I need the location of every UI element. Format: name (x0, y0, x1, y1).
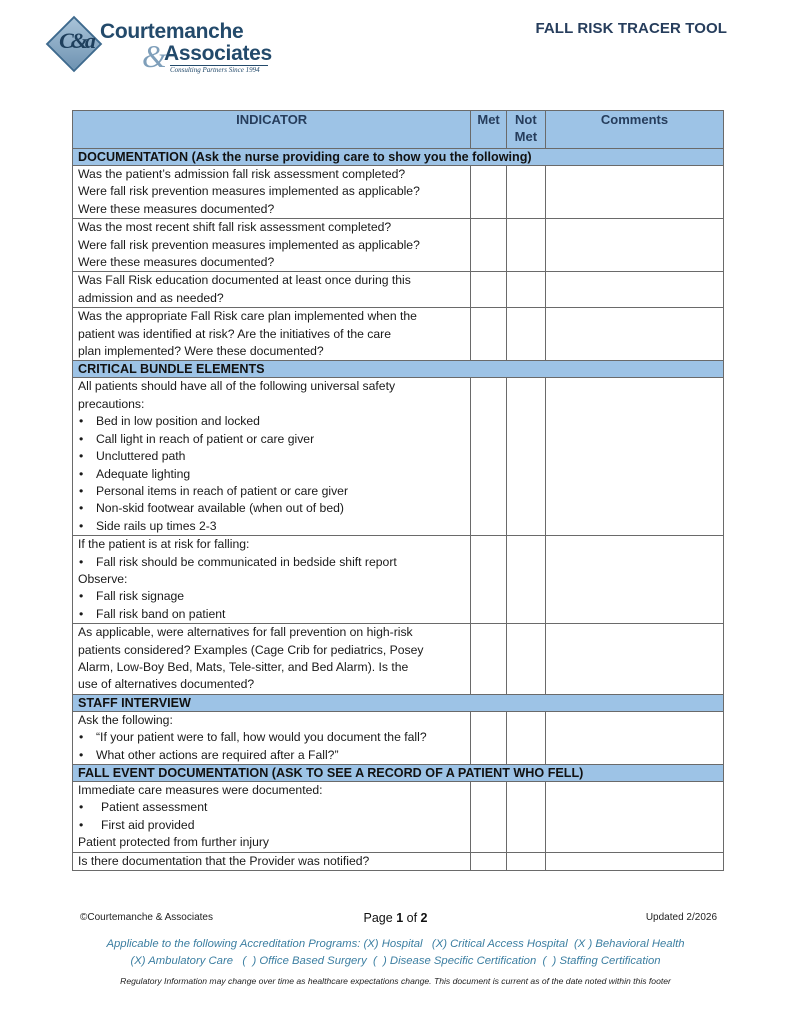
met-cell[interactable] (471, 166, 506, 219)
updated-date: Updated 2/2026 (645, 912, 717, 923)
section-row-documentation (73, 149, 724, 166)
page-of: of (403, 911, 421, 925)
bullet-item: • Non-skid footwear available (when out of bed) (78, 500, 465, 517)
section-row-fall-event-documentation (73, 765, 724, 782)
company-logo (50, 18, 280, 74)
bullet-item: • What other actions are required after a Fall?” (78, 747, 445, 764)
comments-cell[interactable] (545, 624, 723, 695)
bullet-item: • Adequate lighting (78, 466, 465, 483)
page-prefix: Page (363, 911, 397, 925)
comments-cell[interactable] (545, 536, 723, 624)
copyright-text: ©Courtemanche & Associates (80, 912, 213, 923)
indicator-text: Patient protected from further injury (78, 835, 270, 850)
logo-tagline: Consulting Partners Since 1994 (170, 65, 268, 74)
tracer-table (72, 110, 724, 871)
indicator-text: Was Fall Risk education documented at least once during this (78, 273, 411, 288)
indicator-text: use of alternatives documented? (78, 677, 255, 692)
section-title: STAFF INTERVIEW (73, 694, 724, 711)
section-title: CRITICAL BUNDLE ELEMENTS (73, 361, 724, 378)
comments-cell[interactable] (545, 308, 723, 361)
not-met-line2: Met (514, 129, 538, 144)
table-row (73, 219, 724, 272)
indicator-text: Were these measures documented? (78, 255, 275, 270)
bullet-item: • Personal items in reach of patient or care giver (78, 483, 465, 500)
bullet-list (78, 554, 465, 571)
page-total: 2 (420, 911, 428, 925)
met-cell[interactable] (471, 308, 506, 361)
indicator-cell (73, 308, 471, 361)
bullet-item: • Uncluttered path (78, 448, 465, 465)
indicator-cell (73, 536, 471, 624)
not-met-cell[interactable] (506, 272, 545, 308)
table-row (73, 378, 724, 536)
indicator-text: precautions: (78, 396, 145, 411)
column-header-comments: Comments (545, 111, 723, 149)
table-row (73, 711, 724, 764)
table-row (73, 308, 724, 361)
met-cell[interactable] (471, 378, 506, 536)
indicator-text: Were fall risk prevention measures implemented as applicable? (78, 184, 420, 199)
indicator-cell (73, 272, 471, 308)
section-title: FALL EVENT DOCUMENTATION (ASK TO SEE A RECORD OF A PATIENT WHO FELL) (73, 765, 724, 782)
comments-cell[interactable] (545, 272, 723, 308)
comments-cell[interactable] (545, 166, 723, 219)
logo-name-line1: Courtemanche (100, 20, 244, 43)
indicator-cell (73, 166, 471, 219)
bullet-item: • Fall risk band on patient (78, 606, 465, 623)
bullet-item: • “If your patient were to fall, how would you document the fall? (78, 729, 445, 746)
bullet-list (78, 729, 465, 764)
not-met-cell[interactable] (506, 219, 545, 272)
bullet-item: • Bed in low position and locked (78, 413, 465, 430)
table-row (73, 272, 724, 308)
table-row (73, 852, 724, 870)
indicator-text: Is there documentation that the Provider was notified? (78, 853, 370, 868)
not-met-cell[interactable] (506, 852, 545, 870)
indicator-text: If the patient is at risk for falling: (78, 537, 250, 552)
indicator-text: Were fall risk prevention measures implemented as applicable? (78, 237, 420, 252)
bullet-item: • Patient assessment (78, 799, 465, 816)
accreditation-line: Applicable to the following Accreditation Programs: (X) Hospital (X) Critical Access Hospital (X ) Behavioral Health (106, 938, 685, 950)
not-met-cell[interactable] (506, 536, 545, 624)
indicator-cell (73, 711, 471, 764)
bullet-item: • Call light in reach of patient or care giver (78, 431, 465, 448)
indicator-text: As applicable, were alternatives for fall prevention on high-risk (78, 625, 413, 640)
logo-monogram: C&a (59, 28, 93, 53)
not-met-line1: Not (515, 112, 537, 127)
indicator-text: patient was identified at risk? Are the initiatives of the care (78, 326, 391, 341)
indicator-text: patients considered? Examples (Cage Crib for pediatrics, Posey (78, 642, 424, 657)
bullet-item: • Side rails up times 2-3 (78, 518, 465, 535)
indicator-cell (73, 219, 471, 272)
comments-cell[interactable] (545, 782, 723, 853)
column-header-not-met (506, 111, 545, 149)
not-met-cell[interactable] (506, 782, 545, 853)
indicator-text: All patients should have all of the following universal safety (78, 379, 396, 394)
indicator-text: Immediate care measures were documented: (78, 783, 323, 797)
not-met-cell[interactable] (506, 378, 545, 536)
comments-cell[interactable] (545, 219, 723, 272)
table-row (73, 536, 724, 624)
indicator-cell (73, 782, 471, 853)
indicator-cell (73, 852, 471, 870)
section-row-critical-bundle (73, 361, 724, 378)
bullet-item: • Fall risk should be communicated in bedside shift report (78, 554, 465, 571)
page-current: 1 (396, 911, 404, 925)
met-cell[interactable] (471, 711, 506, 764)
table-row (73, 166, 724, 219)
column-header-indicator: INDICATOR (73, 111, 471, 149)
indicator-text: Ask the following: (78, 712, 173, 727)
indicator-cell (73, 378, 471, 536)
met-cell[interactable] (471, 782, 506, 853)
met-cell[interactable] (471, 852, 506, 870)
met-cell[interactable] (471, 219, 506, 272)
column-header-met: Met (471, 111, 506, 149)
indicator-text: Alarm, Low-Boy Bed, Mats, Tele-sitter, and Bed Alarm). Is the (78, 659, 409, 674)
accreditation-line: (X) Ambulatory Care ( ) Office Based Surgery ( ) Disease Specific Certification ( ) Staffing Certification (130, 955, 661, 967)
bullet-list (78, 799, 465, 834)
section-row-staff-interview (73, 694, 724, 711)
document-title: FALL RISK TRACER TOOL (535, 20, 727, 37)
indicator-text: Observe: (78, 571, 128, 586)
indicator-cell (73, 624, 471, 695)
comments-cell[interactable] (545, 852, 723, 870)
met-cell[interactable] (471, 272, 506, 308)
logo-name-line2: Associates (164, 42, 272, 65)
comments-cell[interactable] (545, 378, 723, 536)
not-met-cell[interactable] (506, 166, 545, 219)
not-met-cell[interactable] (506, 711, 545, 764)
bullet-item: • First aid provided (78, 817, 465, 834)
accreditation-programs (0, 936, 791, 970)
not-met-cell[interactable] (506, 308, 545, 361)
regulatory-note: Regulatory Information may change over time as healthcare expectations change. This document is current as of the date noted within this footer (120, 976, 671, 986)
comments-cell[interactable] (545, 711, 723, 764)
not-met-cell[interactable] (506, 624, 545, 695)
section-title: DOCUMENTATION (Ask the nurse providing care to show you the following) (73, 149, 724, 166)
indicator-text: Were these measures documented? (78, 201, 275, 216)
bullet-list (78, 413, 465, 535)
table-header-row (73, 111, 724, 149)
indicator-text: plan implemented? Were these documented? (78, 344, 324, 359)
bullet-item: • Fall risk signage (78, 588, 465, 605)
bullet-list (78, 588, 465, 623)
table-row (73, 782, 724, 853)
indicator-text: Was the appropriate Fall Risk care plan implemented when the (78, 309, 417, 324)
met-cell[interactable] (471, 624, 506, 695)
indicator-text: Was the most recent shift fall risk assessment completed? (78, 220, 392, 235)
indicator-text: Was the patient’s admission fall risk assessment completed? (78, 167, 406, 181)
met-cell[interactable] (471, 536, 506, 624)
indicator-text: admission and as needed? (78, 290, 224, 305)
logo-ampersand: & (142, 38, 167, 74)
table-row (73, 624, 724, 695)
